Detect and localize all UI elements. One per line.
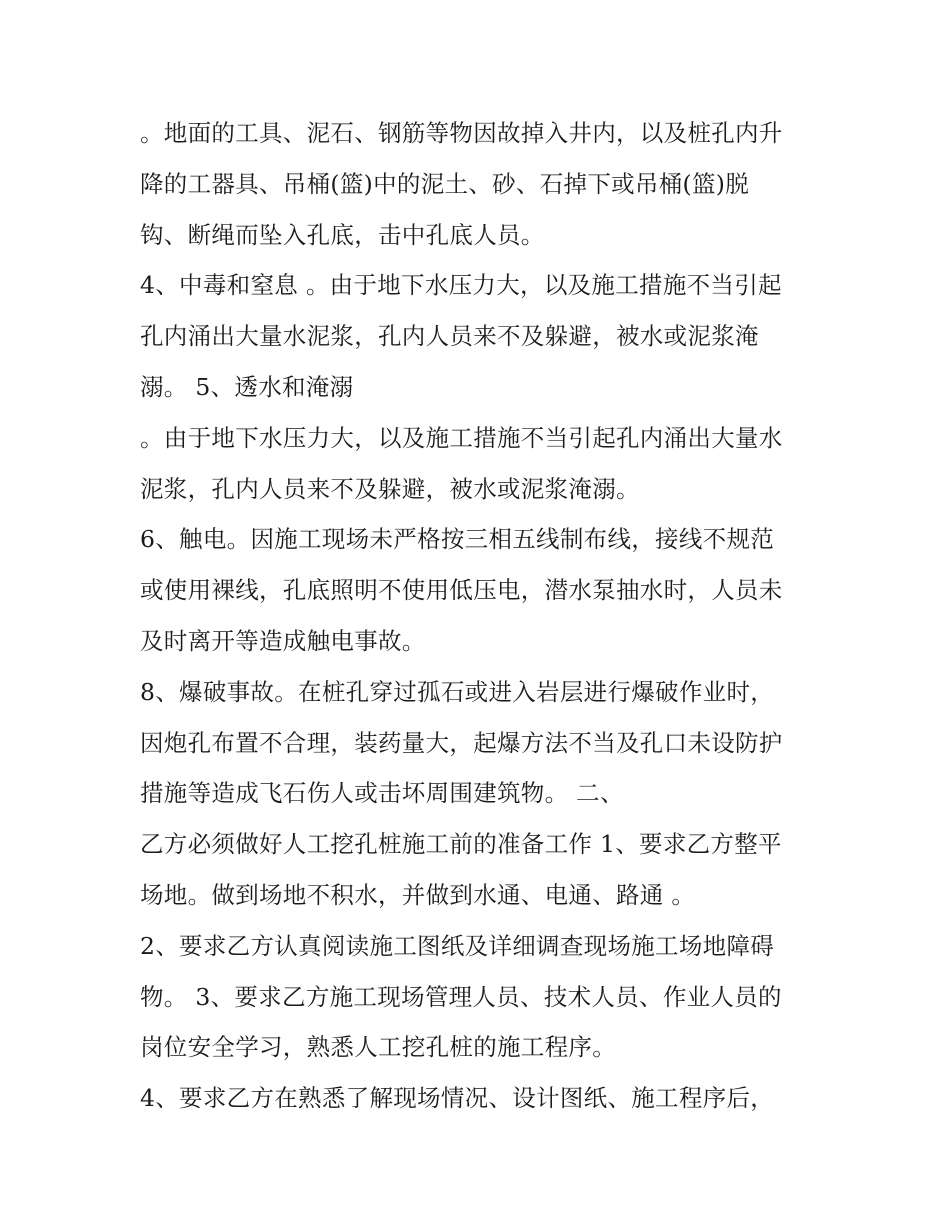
text-line: 。地面的工具、泥石、钢筋等物因故掉入井内，以及桩孔内升 xyxy=(140,119,783,147)
text-line: 钩、断绳而坠入孔底，击中孔底人员。 xyxy=(140,220,545,249)
text-line: 4、中毒和窒息 。由于地下水压力大，以及施工措施不当引起 xyxy=(140,271,782,300)
text-line: 孔内涌出大量水泥浆，孔内人员来不及躲避，被水或泥浆淹 xyxy=(140,322,759,351)
text-line: 。由于地下水压力大，以及施工措施不当引起孔内涌出大量水 xyxy=(140,423,783,452)
text-line: 场地。做到场地不积水，并做到水通、电通、路通 。 xyxy=(140,880,696,909)
text-line: 因炮孔布置不合理，装药量大，起爆方法不当及孔口未设防护 xyxy=(140,728,783,757)
text-line: 物。 3、要求乙方施工现场管理人员、技术人员、作业人员的 xyxy=(140,982,782,1011)
text-line: 乙方必须做好人工挖孔桩施工前的准备工作 1、要求乙方整平 xyxy=(140,830,782,859)
text-line: 泥浆，孔内人员来不及躲避，被水或泥浆淹溺。 xyxy=(140,474,640,503)
text-line: 降的工器具、吊桶(篮)中的泥土、砂、石掉下或吊桶(篮)脱 xyxy=(140,169,750,198)
text-line: 措施等造成飞石伤人或击坏周围建筑物。 二、 xyxy=(140,779,624,808)
text-line: 岗位安全学习，熟悉人工挖孔桩的施工程序。 xyxy=(140,1033,616,1062)
text-line: 6、触电。因施工现场未严格按三相五线制布线，接线不规范 xyxy=(140,525,775,554)
text-line: 2、要求乙方认真阅读施工图纸及详细调查现场施工场地障碍 xyxy=(140,931,775,960)
text-line: 或使用裸线，孔底照明不使用低压电，潜水泵抽水时，人员未 xyxy=(140,576,783,605)
text-line: 8、爆破事故。在桩孔穿过孤石或进入岩层进行爆破作业时， xyxy=(140,677,775,706)
text-line: 溺。 5、透水和淹溺 xyxy=(140,372,354,401)
text-line: 及时离开等造成触电事故。 xyxy=(140,626,426,655)
body-text xyxy=(140,108,820,1124)
text-line: 4、要求乙方在熟悉了解现场情况、设计图纸、施工程序后， xyxy=(140,1084,775,1113)
